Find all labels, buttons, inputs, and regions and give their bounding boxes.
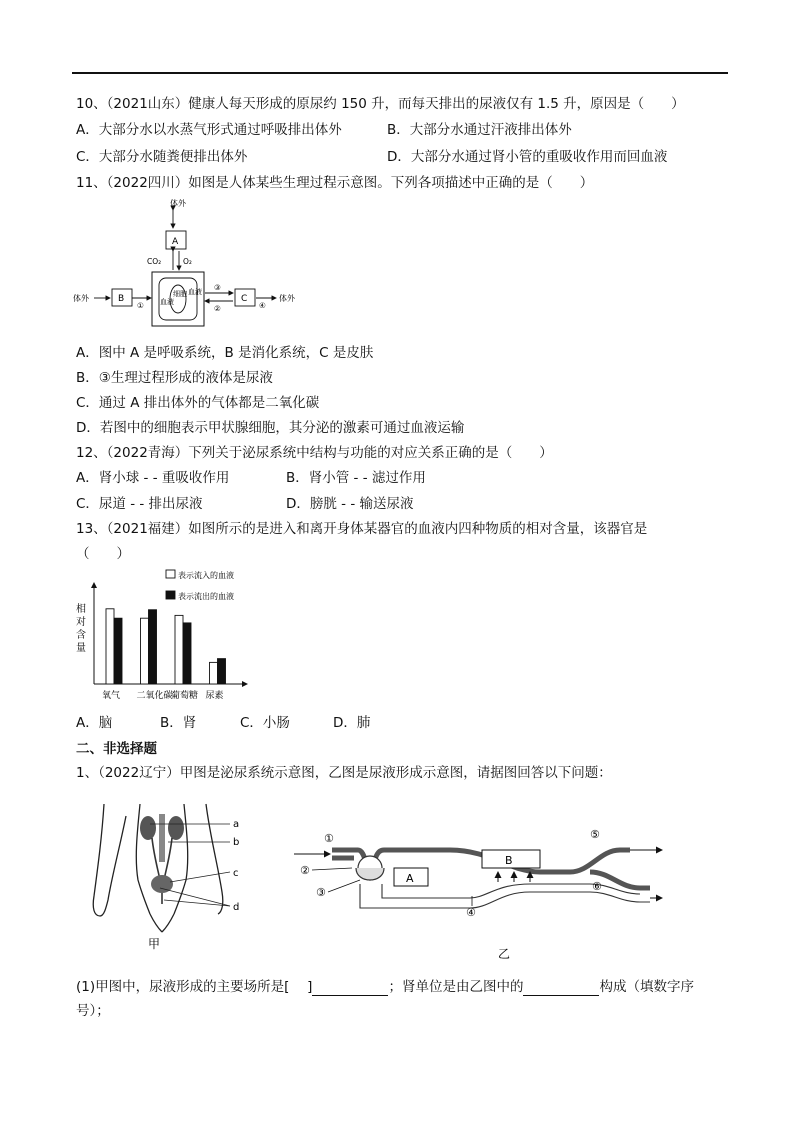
- yi-leader-3: [328, 880, 360, 892]
- chart-category-label: 尿素: [205, 691, 224, 701]
- q11-outside-right-label: 体外: [279, 294, 295, 303]
- header-rule: [72, 72, 728, 74]
- q13-stem-line1: 13、（2021福建）如图所示的是进入和离开身体某器官的血液内四种物质的相对含量，该器官是: [76, 521, 648, 537]
- q1-sub1-part2: ；肾单位是由乙图中的: [388, 979, 524, 995]
- q11-stem: 11、（2022四川）如图是人体某些生理过程示意图。下列各项描述中正确的是（ ）: [76, 175, 594, 191]
- q12-stem: 12、（2022青海）下列关于泌尿系统中结构与功能的对应关系正确的是（ ）: [76, 445, 553, 461]
- q11-o2-label: O₂: [183, 257, 192, 266]
- q11-cell-label: 细胞: [173, 290, 187, 298]
- chart-legend-label: 表示流入的血液: [178, 571, 234, 580]
- yi-circle3-label: ③: [316, 886, 326, 899]
- q11-box-b-label: B: [118, 294, 125, 304]
- q1-figure-jia: [80, 796, 260, 966]
- jia-label-b: b: [233, 837, 240, 848]
- jia-left-arm: [93, 804, 126, 916]
- q11-option-b: B．③生理过程形成的液体是尿液: [76, 370, 273, 386]
- q1-sub1-line1: [76, 978, 694, 996]
- q12-option-a: A．肾小球 - - 重吸收作用: [76, 470, 230, 486]
- q11-option-a: A．图中 A 是呼吸系统，B 是消化系统，C 是皮肤: [76, 345, 374, 361]
- q11-outside-top-label: 体外: [170, 199, 186, 208]
- q1-figure-yi: [290, 822, 690, 972]
- chart-legend-swatch: [166, 570, 175, 578]
- q1-sub1-blank1[interactable]: [312, 981, 388, 996]
- yi-circle1-label: ①: [324, 832, 334, 845]
- q11-circle4-label: ④: [259, 301, 266, 310]
- q13-option-b: B．肾: [160, 715, 197, 731]
- yi-circle2-label: ②: [300, 864, 310, 877]
- q1-stem: 1、（2022辽宁）甲图是泌尿系统示意图，乙图是尿液形成示意图，请据图回答以下问题：: [76, 765, 612, 781]
- q13-option-d: D．肺: [333, 715, 371, 731]
- q12-option-b: B．肾小管 - - 滤过作用: [286, 470, 426, 486]
- q11-circle1-label: ①: [137, 301, 144, 310]
- yi-box-b-label: B: [505, 854, 513, 867]
- q1-sub1-blank2[interactable]: [523, 981, 599, 996]
- q11-option-d: D．若图中的细胞表示甲状腺细胞，其分泌的激素可通过血液运输: [76, 420, 465, 436]
- q11-process-diagram: [70, 197, 310, 337]
- q1-sub1-part3: 构成（填数字序: [599, 979, 694, 995]
- q1-sub1-line2: 号）；: [76, 1003, 110, 1019]
- q11-circle3-label: ③: [214, 283, 221, 292]
- chart-bar: [218, 659, 226, 684]
- q10-option-d: D．大部分水通过肾小管的重吸收作用而回血液: [387, 149, 668, 165]
- jia-line-c: [170, 872, 230, 882]
- chart-legend-label: 表示流出的血液: [178, 592, 234, 601]
- chart-ylabel-char: 量: [76, 643, 86, 654]
- jia-right-arm: [206, 804, 223, 914]
- jia-label-c: c: [233, 868, 239, 879]
- q11-box-a-label: A: [172, 237, 179, 247]
- chart-ylabel-char: 相: [76, 604, 86, 615]
- q12-option-d: D．膀胱 - - 输送尿液: [286, 496, 414, 512]
- chart-ylabel-char: 含: [76, 630, 86, 641]
- q10-option-a: A．大部分水以水蒸气形式通过呼吸排出体外: [76, 122, 342, 138]
- jia-label-a: a: [233, 819, 240, 830]
- q11-co2-label: CO₂: [147, 257, 162, 266]
- jia-aorta: [159, 814, 165, 862]
- q13-option-c: C．小肠: [240, 715, 290, 731]
- yi-box-a-label: A: [406, 872, 414, 885]
- chart-bar: [175, 615, 183, 684]
- chart-category-label: 氧气: [102, 691, 121, 701]
- q10-stem: 10、（2021山东）健康人每天形成的原尿约 150 升，而每天排出的尿液仅有 1.5 升，原因是（ ）: [76, 96, 685, 112]
- q11-box-c-label: C: [241, 294, 248, 304]
- q11-outside-left-label: 体外: [73, 294, 89, 303]
- chart-legend-swatch: [166, 591, 175, 599]
- q1-sub1-part1: (1)甲图中，尿液形成的主要场所是[ ]: [76, 979, 313, 995]
- jia-label-d: d: [233, 902, 240, 913]
- yi-leader-2: [312, 868, 352, 870]
- jia-right-kidney: [168, 816, 184, 840]
- q11-blood-left-text: 血液: [160, 298, 174, 306]
- chart-ylabel-char: 对: [76, 617, 86, 628]
- yi-caption: 乙: [498, 947, 511, 961]
- chart-y-arrow: [91, 582, 97, 588]
- jia-pelvis: [150, 914, 174, 932]
- q13-stem-line2: （ ）: [76, 546, 130, 562]
- section-title: 二、非选择题: [76, 741, 157, 757]
- q12-option-c: C．尿道 - - 排出尿液: [76, 496, 203, 512]
- yi-capsule: [356, 868, 384, 880]
- chart-x-arrow: [242, 681, 248, 687]
- q13-bar-chart: [70, 568, 260, 708]
- jia-line-d2: [160, 888, 230, 906]
- jia-left-kidney: [140, 816, 156, 840]
- q10-option-b: B．大部分水通过汗液排出体外: [387, 122, 572, 138]
- yi-circle4-label: ④: [466, 906, 476, 919]
- q13-option-a: A．脑: [76, 715, 113, 731]
- chart-bar: [210, 662, 218, 684]
- q10-option-c: C．大部分水随粪便排出体外: [76, 149, 248, 165]
- chart-category-label: 二氧化碳: [136, 691, 173, 701]
- chart-bar: [141, 618, 149, 684]
- jia-line-d: [164, 900, 230, 906]
- q11-option-c: C．通过 A 排出体外的气体都是二氧化碳: [76, 395, 320, 411]
- yi-circle6-label: ⑥: [592, 880, 602, 893]
- q11-circle2-label: ②: [214, 304, 221, 313]
- chart-bar: [149, 610, 157, 684]
- chart-bar: [114, 618, 122, 684]
- yi-tubule: [360, 884, 650, 908]
- q11-blood-right-label: 血液: [188, 288, 202, 296]
- chart-bar: [183, 623, 191, 684]
- chart-category-label: 葡萄糖: [171, 691, 199, 701]
- jia-caption: 甲: [148, 937, 161, 951]
- chart-bar: [106, 609, 114, 684]
- yi-circle5-label: ⑤: [590, 828, 600, 841]
